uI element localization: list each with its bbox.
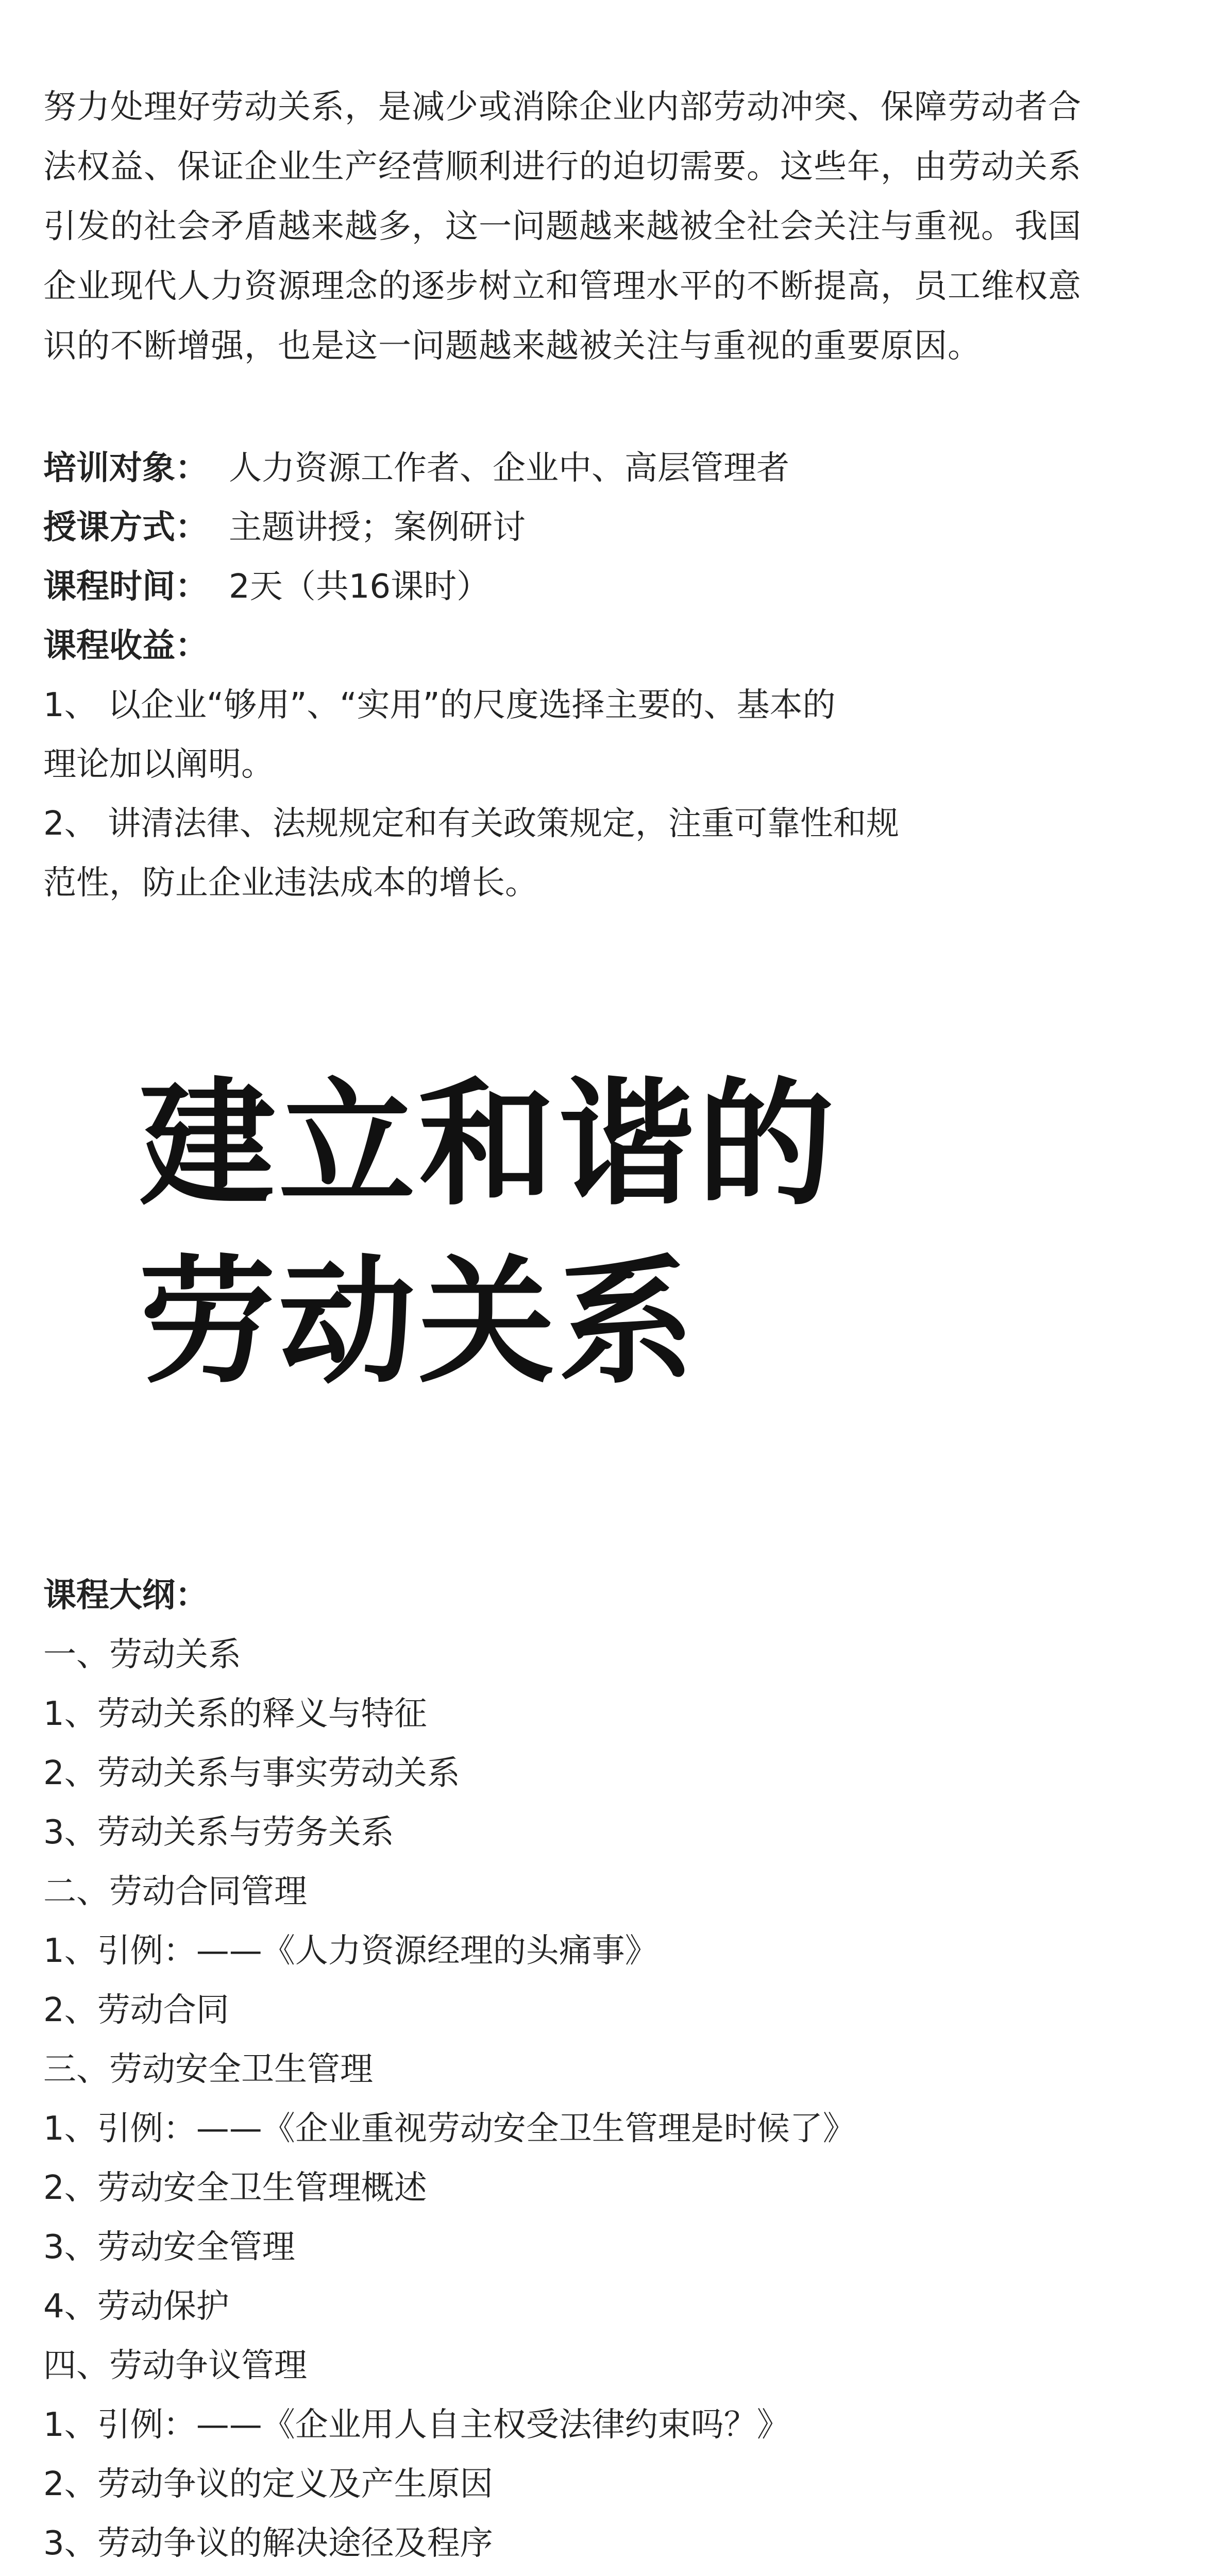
course-time-value: 2天（共16课时） <box>229 568 490 606</box>
course-time-row <box>43 557 1022 617</box>
intro-paragraph <box>43 77 1094 376</box>
outline-item: 1、引例：——《企业用人自主权受法律约束吗？》 <box>43 2406 790 2444</box>
benefit-2-line-1: 2、 讲清法律、法规规定和有关政策规定，注重可靠性和规 <box>43 805 900 843</box>
outline-item <box>43 2573 1125 2576</box>
training-target-row <box>43 439 1022 498</box>
intro-line: 企业现代人力资源理念的逐步树立和管理水平的不断提高，员工维权意 <box>43 267 1082 306</box>
outline-item: 三、劳动安全卫生管理 <box>43 2050 373 2089</box>
outline-item: 3、劳动关系与劳务关系 <box>43 1814 394 1852</box>
intro-line: 努力处理好劳动关系，是减少或消除企业内部劳动冲突、保障劳动者合 <box>43 88 1082 126</box>
intro-line: 识的不断增强，也是这一问题越来越被关注与重视的重要原因。 <box>43 327 981 365</box>
outline-item: 2、劳动安全卫生管理概述 <box>43 2169 427 2207</box>
teaching-method-value: 主题讲授；案例研讨 <box>229 509 526 547</box>
outline-item: 四、劳动争议管理 <box>43 2347 307 2385</box>
outline-item: 1、引例：——《企业重视劳动安全卫生管理是时候了》 <box>43 2110 856 2148</box>
teaching-method-label: 授课方式： <box>43 509 208 547</box>
teaching-method-row <box>43 498 1022 557</box>
course-benefits-heading: 课程收益： <box>43 627 208 665</box>
course-outline <box>43 1566 1125 2576</box>
training-target-value: 人力资源工作者、企业中、高层管理者 <box>229 449 789 487</box>
course-info <box>43 439 1022 913</box>
outline-item: 1、引例：——《人力资源经理的头痛事》 <box>43 1932 658 1970</box>
outline-item: 2、劳动合同 <box>43 1991 229 2029</box>
outline-item: 4、劳动保护 <box>43 2287 229 2326</box>
course-title <box>139 1056 837 1412</box>
course-time-label: 课程时间： <box>43 568 208 606</box>
intro-line: 法权益、保证企业生产经营顺利进行的迫切需要。这些年，由劳动关系 <box>43 148 1082 186</box>
outline-item: 2、劳动争议的定义及产生原因 <box>43 2465 493 2503</box>
benefit-1-line-1: 1、 以企业“够用”、“实用”的尺度选择主要的、基本的 <box>43 686 836 724</box>
intro-line: 引发的社会矛盾越来越多，这一问题越来越被全社会关注与重视。我国 <box>43 208 1082 246</box>
outline-item: 1、劳动关系的释义与特征 <box>43 1695 427 1733</box>
training-target-label: 培训对象： <box>43 449 208 487</box>
outline-item: 2、劳动关系与事实劳动关系 <box>43 1754 460 1792</box>
outline-heading: 课程大纲： <box>43 1577 208 1615</box>
benefit-2-line-2: 范性，防止企业违法成本的增长。 <box>43 864 538 902</box>
outline-item: 一、劳动关系 <box>43 1636 241 1674</box>
outline-item: 3、劳动安全管理 <box>43 2228 295 2266</box>
outline-item: 3、劳动争议的解决途径及程序 <box>43 2524 493 2563</box>
benefit-1-line-2: 理论加以阐明。 <box>43 745 274 784</box>
course-title-line-2: 劳动关系 <box>139 1243 698 1402</box>
outline-item: 二、劳动合同管理 <box>43 1873 307 1911</box>
course-title-line-1: 建立和谐的 <box>139 1065 837 1224</box>
